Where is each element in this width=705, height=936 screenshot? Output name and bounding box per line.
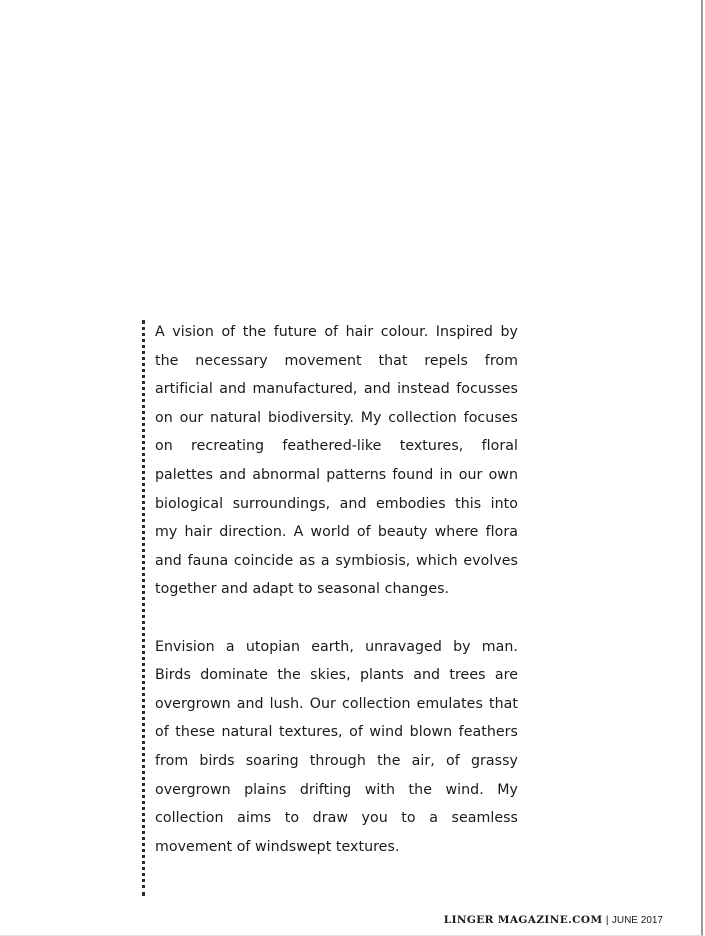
publication-name: LINGER MAGAZINE.COM (443, 914, 603, 926)
footer-separator: | (605, 915, 609, 926)
page-footer (444, 914, 663, 927)
article-paragraph-2: Envision a utopian earth, unravaged by man. Birds dominate the skies, plants and trees are overgrown and lush. Our collection emulates that of these natural textures, of wind blown feathers from birds soaring through the air, of grassy overgrown plains drifting with the wind. My collection aims to draw you to a seamless movement of windswept textures. (155, 638, 518, 855)
article-paragraph-1: A vision of the future of hair colour. Inspired by the necessary movement that repels from artificial and manufactured, and instead focusses on our natural biodiversity. My collection focuses on recreating feathered-like textures, floral palettes and abnormal patterns found in our own biological surroundings, and embodies this into my hair direction. A world of beauty where flora and fauna coincide as a symbiosis, which evolves together and adapt to seasonal changes. (155, 324, 518, 598)
article-body (155, 318, 518, 861)
issue-date: JUNE 2017 (611, 915, 663, 926)
dotted-divider (142, 320, 145, 896)
